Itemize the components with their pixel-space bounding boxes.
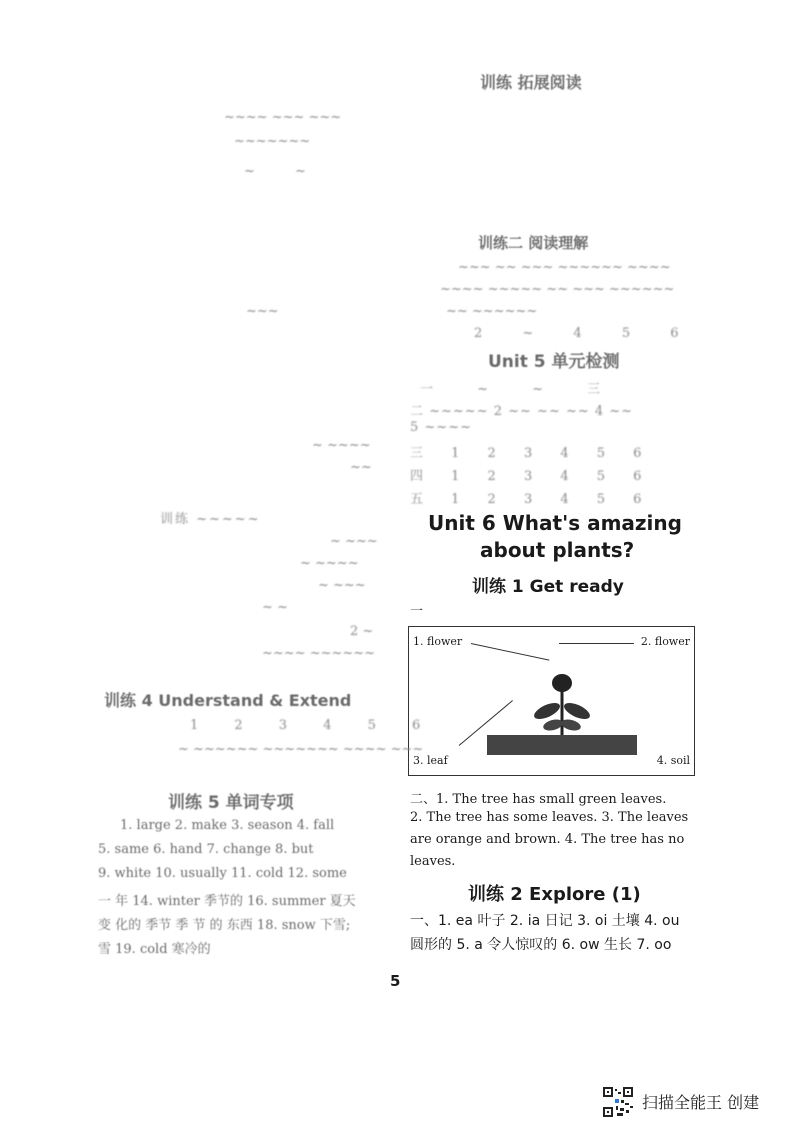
blurred-text-line: 一 ~ ~ 三	[420, 382, 621, 397]
blurred-text-line: ~~ ~~~~~~	[446, 304, 538, 319]
answer-line: 2. The tree has some leaves. 3. The leaves	[410, 810, 689, 825]
section-heading: 训练二 阅读理解	[478, 234, 589, 252]
task5-line: 雪 19. cold 寒冷的	[98, 942, 211, 957]
page-number: 5	[390, 972, 401, 990]
blurred-text-line: 2 ~	[350, 624, 374, 639]
task5-line: 一 年 14. winter 季节的 16. summer 夏天	[98, 894, 356, 909]
task5-line: 5. same 6. hand 7. change 8. but	[98, 842, 314, 857]
task5-line: 1. large 2. make 3. season 4. fall	[120, 818, 335, 833]
task5-heading: 训练 5 单词专项	[168, 793, 294, 813]
blurred-text-line: ~ ~	[244, 164, 324, 179]
task1-heading: 训练 1 Get ready	[472, 577, 624, 597]
section-one-mark: 一	[410, 604, 424, 619]
blurred-text-line: 二 ~~~~~ 2 ~~ ~~ ~~ 4 ~~	[410, 404, 634, 419]
vocab-line: 圆形的 5. a 令人惊叹的 6. ow 生长 7. oo	[410, 937, 672, 953]
answer-line: leaves.	[410, 854, 456, 869]
blurred-text-line: ~~~	[246, 304, 279, 319]
qr-code-icon	[602, 1086, 634, 1118]
plant-icon	[527, 667, 597, 737]
blurred-text-line: ~ ~	[262, 600, 288, 615]
blurred-text-line: ~~~~ ~~~~~ ~~ ~~~ ~~~~~~	[440, 282, 675, 297]
blurred-text-line: ~~~~ ~~~ ~~~	[224, 110, 342, 125]
vocab-line: 一、1. ea 叶子 2. ia 日记 3. oi 土壤 4. ou	[410, 913, 680, 929]
task5-line: 变 化的 季节 季 节 的 东西 18. snow 下雪;	[98, 918, 351, 933]
task5-line: 9. white 10. usually 11. cold 12. some	[98, 866, 347, 881]
task4-heading: 训练 4 Understand & Extend	[104, 691, 352, 710]
blurred-text-line: ~~	[350, 460, 372, 475]
answer-line: are orange and brown. 4. The tree has no	[410, 832, 685, 847]
blurred-text-line: 五 1 2 3 4 5 6	[410, 492, 654, 507]
blurred-text-line: 1 2 3 4 5 6	[190, 718, 437, 733]
task2-heading: 训练 2 Explore (1)	[468, 884, 641, 905]
blurred-text-line: ~ ~~~~	[300, 556, 359, 571]
soil-block	[487, 735, 637, 755]
blurred-text-line: ~~~~~~~	[234, 134, 311, 149]
top-header: 训练 拓展阅读	[480, 73, 582, 92]
unit6-title-line2: about plants?	[480, 538, 635, 562]
blurred-text-line: 三 1 2 3 4 5 6	[410, 446, 654, 461]
blurred-text-line: ~ ~~~~	[312, 438, 371, 453]
footer-label: 扫描全能王 创建	[642, 1093, 760, 1112]
unit6-title-line1: Unit 6 What's amazing	[428, 511, 682, 535]
figure-label-3: 3. leaf	[413, 754, 448, 767]
answer-line: 二、1. The tree has small green leaves.	[410, 792, 667, 807]
blurred-text-line: ~~~ ~~ ~~~ ~~~~~~ ~~~~	[458, 260, 671, 275]
blurred-text-line: 5 ~~~~	[410, 420, 472, 435]
blurred-text-line: ~ ~~~~~~ ~~~~~~~ ~~~~ ~~~	[178, 742, 424, 757]
blurred-text-line: ~~~~ ~~~~~~	[262, 646, 376, 661]
blurred-text-line: 训练 ~~~~~	[160, 512, 261, 527]
blurred-text-line: ~ ~~~	[318, 578, 366, 593]
figure-label-2: 2. flower	[640, 635, 690, 648]
leader-line	[559, 643, 634, 644]
unit5-heading: Unit 5 单元检测	[488, 352, 620, 372]
blurred-text-line: 2 ~ 4 5 6	[474, 326, 697, 341]
leader-line	[471, 643, 549, 661]
figure-label-1: 1. flower	[413, 635, 463, 648]
plant-diagram	[408, 626, 695, 776]
blurred-text-line: 四 1 2 3 4 5 6	[410, 469, 654, 484]
blurred-text-line: ~ ~~~	[330, 534, 378, 549]
figure-label-4: 4. soil	[656, 754, 690, 767]
